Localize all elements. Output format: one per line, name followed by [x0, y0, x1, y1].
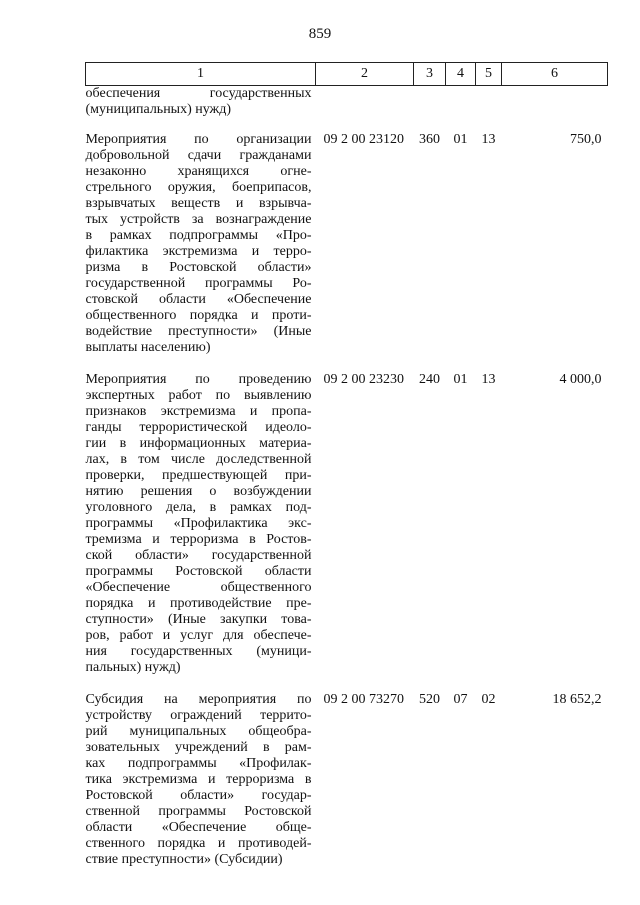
description-line: гии в информационных материа- — [85, 436, 312, 451]
description-line: выплаты населению) — [85, 340, 211, 355]
row-amount: 4 000,0 — [559, 372, 602, 387]
description-line: «Обеспечение общественного — [85, 580, 312, 595]
row-subsection: 13 — [481, 132, 496, 147]
description-line: тремизма и терроризма в Ростов- — [85, 532, 312, 547]
description-line: проверки, предшествующей при- — [85, 468, 312, 483]
row-code — [316, 86, 414, 133]
description-line: обеспечения государственных — [85, 86, 312, 101]
budget-table — [85, 62, 608, 884]
row-subsection — [476, 86, 502, 133]
description-line: Мероприятия по организации — [85, 132, 312, 147]
row-amount — [502, 86, 608, 133]
row-amount: 18 652,2 — [552, 692, 602, 707]
description-line: признаков экстремизма и пропа- — [85, 404, 312, 419]
description-line: общественного порядка и проти- — [85, 308, 312, 323]
description-line: Ростовской области» государ- — [85, 788, 312, 803]
description-line: рий муниципальных общеобра- — [85, 724, 312, 739]
table-row — [86, 692, 608, 884]
page-number: 859 — [308, 26, 332, 42]
description-line: ственной программы Ростовской — [85, 804, 312, 819]
row-section: 01 — [453, 132, 468, 147]
row-description — [86, 86, 316, 133]
table-row — [86, 372, 608, 692]
description-line: Мероприятия по проведению — [85, 372, 312, 387]
description-line: ступности» (Иные закупки това- — [85, 612, 312, 627]
header-col-3: 3 — [414, 63, 446, 86]
description-line: (муниципальных) нужд) — [85, 102, 232, 117]
row-section: 01 — [453, 372, 468, 387]
row-description — [86, 692, 316, 884]
description-line: филактика экстремизма и терро- — [85, 244, 312, 259]
header-col-5: 5 — [476, 63, 502, 86]
row-expense-type: 360 — [419, 132, 440, 147]
description-line: нятию решения о возбуждении — [85, 484, 312, 499]
header-col-1: 1 — [86, 63, 316, 86]
description-line: стрельного оружия, боеприпасов, — [85, 180, 312, 195]
description-line: ров, работ и услуг для обеспече- — [85, 628, 312, 643]
description-line: ствие преступности» (Субсидии) — [85, 852, 283, 867]
description-line: Субсидия на мероприятия по — [85, 692, 312, 707]
row-subsection: 02 — [481, 692, 496, 707]
description-line: зовательных учреждений в рам- — [85, 740, 312, 755]
table-row — [86, 132, 608, 372]
description-line: ганды террористической идеоло- — [85, 420, 312, 435]
description-line: порядка и противодействие пре- — [85, 596, 312, 611]
row-amount: 750,0 — [570, 132, 602, 147]
description-line: пальных) нужд) — [85, 660, 181, 675]
description-line: экспертных работ по выявлению — [85, 388, 312, 403]
description-line: ской области» государственной — [85, 548, 312, 563]
description-line: стовской области «Обеспечение — [85, 292, 312, 307]
row-expense-type: 240 — [419, 372, 440, 387]
table-row — [86, 86, 608, 133]
description-line: программы Ростовской области — [85, 564, 312, 579]
row-expense-type: 520 — [419, 692, 440, 707]
row-expense-type — [414, 86, 446, 133]
row-section — [446, 86, 476, 133]
description-line: ния государственных (муници- — [85, 644, 312, 659]
row-code: 09 2 00 23120 — [323, 132, 404, 147]
description-line: в рамках подпрограммы «Про- — [85, 228, 312, 243]
description-line: устройству ограждений террито- — [85, 708, 312, 723]
row-description — [86, 132, 316, 372]
row-description — [86, 372, 316, 692]
description-line: тых устройств за вознаграждение — [85, 212, 312, 227]
header-col-4: 4 — [446, 63, 476, 86]
row-code: 09 2 00 23230 — [323, 372, 404, 387]
description-line: ках подпрограммы «Профилак- — [85, 756, 312, 771]
description-line: ственного порядка и противодей- — [85, 836, 312, 851]
description-line: лах, в том числе доследственной — [85, 452, 312, 467]
row-subsection: 13 — [481, 372, 496, 387]
description-line: взрывчатых веществ и взрывча- — [85, 196, 312, 211]
description-line: тика экстремизма и терроризма в — [85, 772, 312, 787]
header-col-2: 2 — [316, 63, 414, 86]
row-section: 07 — [453, 692, 468, 707]
header-row — [86, 63, 608, 86]
description-line: водействие преступности» (Иные — [85, 324, 312, 339]
description-line: ризма в Ростовской области» — [85, 260, 312, 275]
description-line: добровольной сдачи гражданами — [85, 148, 312, 163]
header-col-6: 6 — [502, 63, 608, 86]
description-line: области «Обеспечение обще- — [85, 820, 312, 835]
description-line: государственной программы Ро- — [85, 276, 312, 291]
row-code: 09 2 00 73270 — [323, 692, 404, 707]
description-line: программы «Профилактика экс- — [85, 516, 312, 531]
description-line: незаконно хранящихся огне- — [85, 164, 312, 179]
description-line: уголовного дела, в рамках под- — [85, 500, 312, 515]
